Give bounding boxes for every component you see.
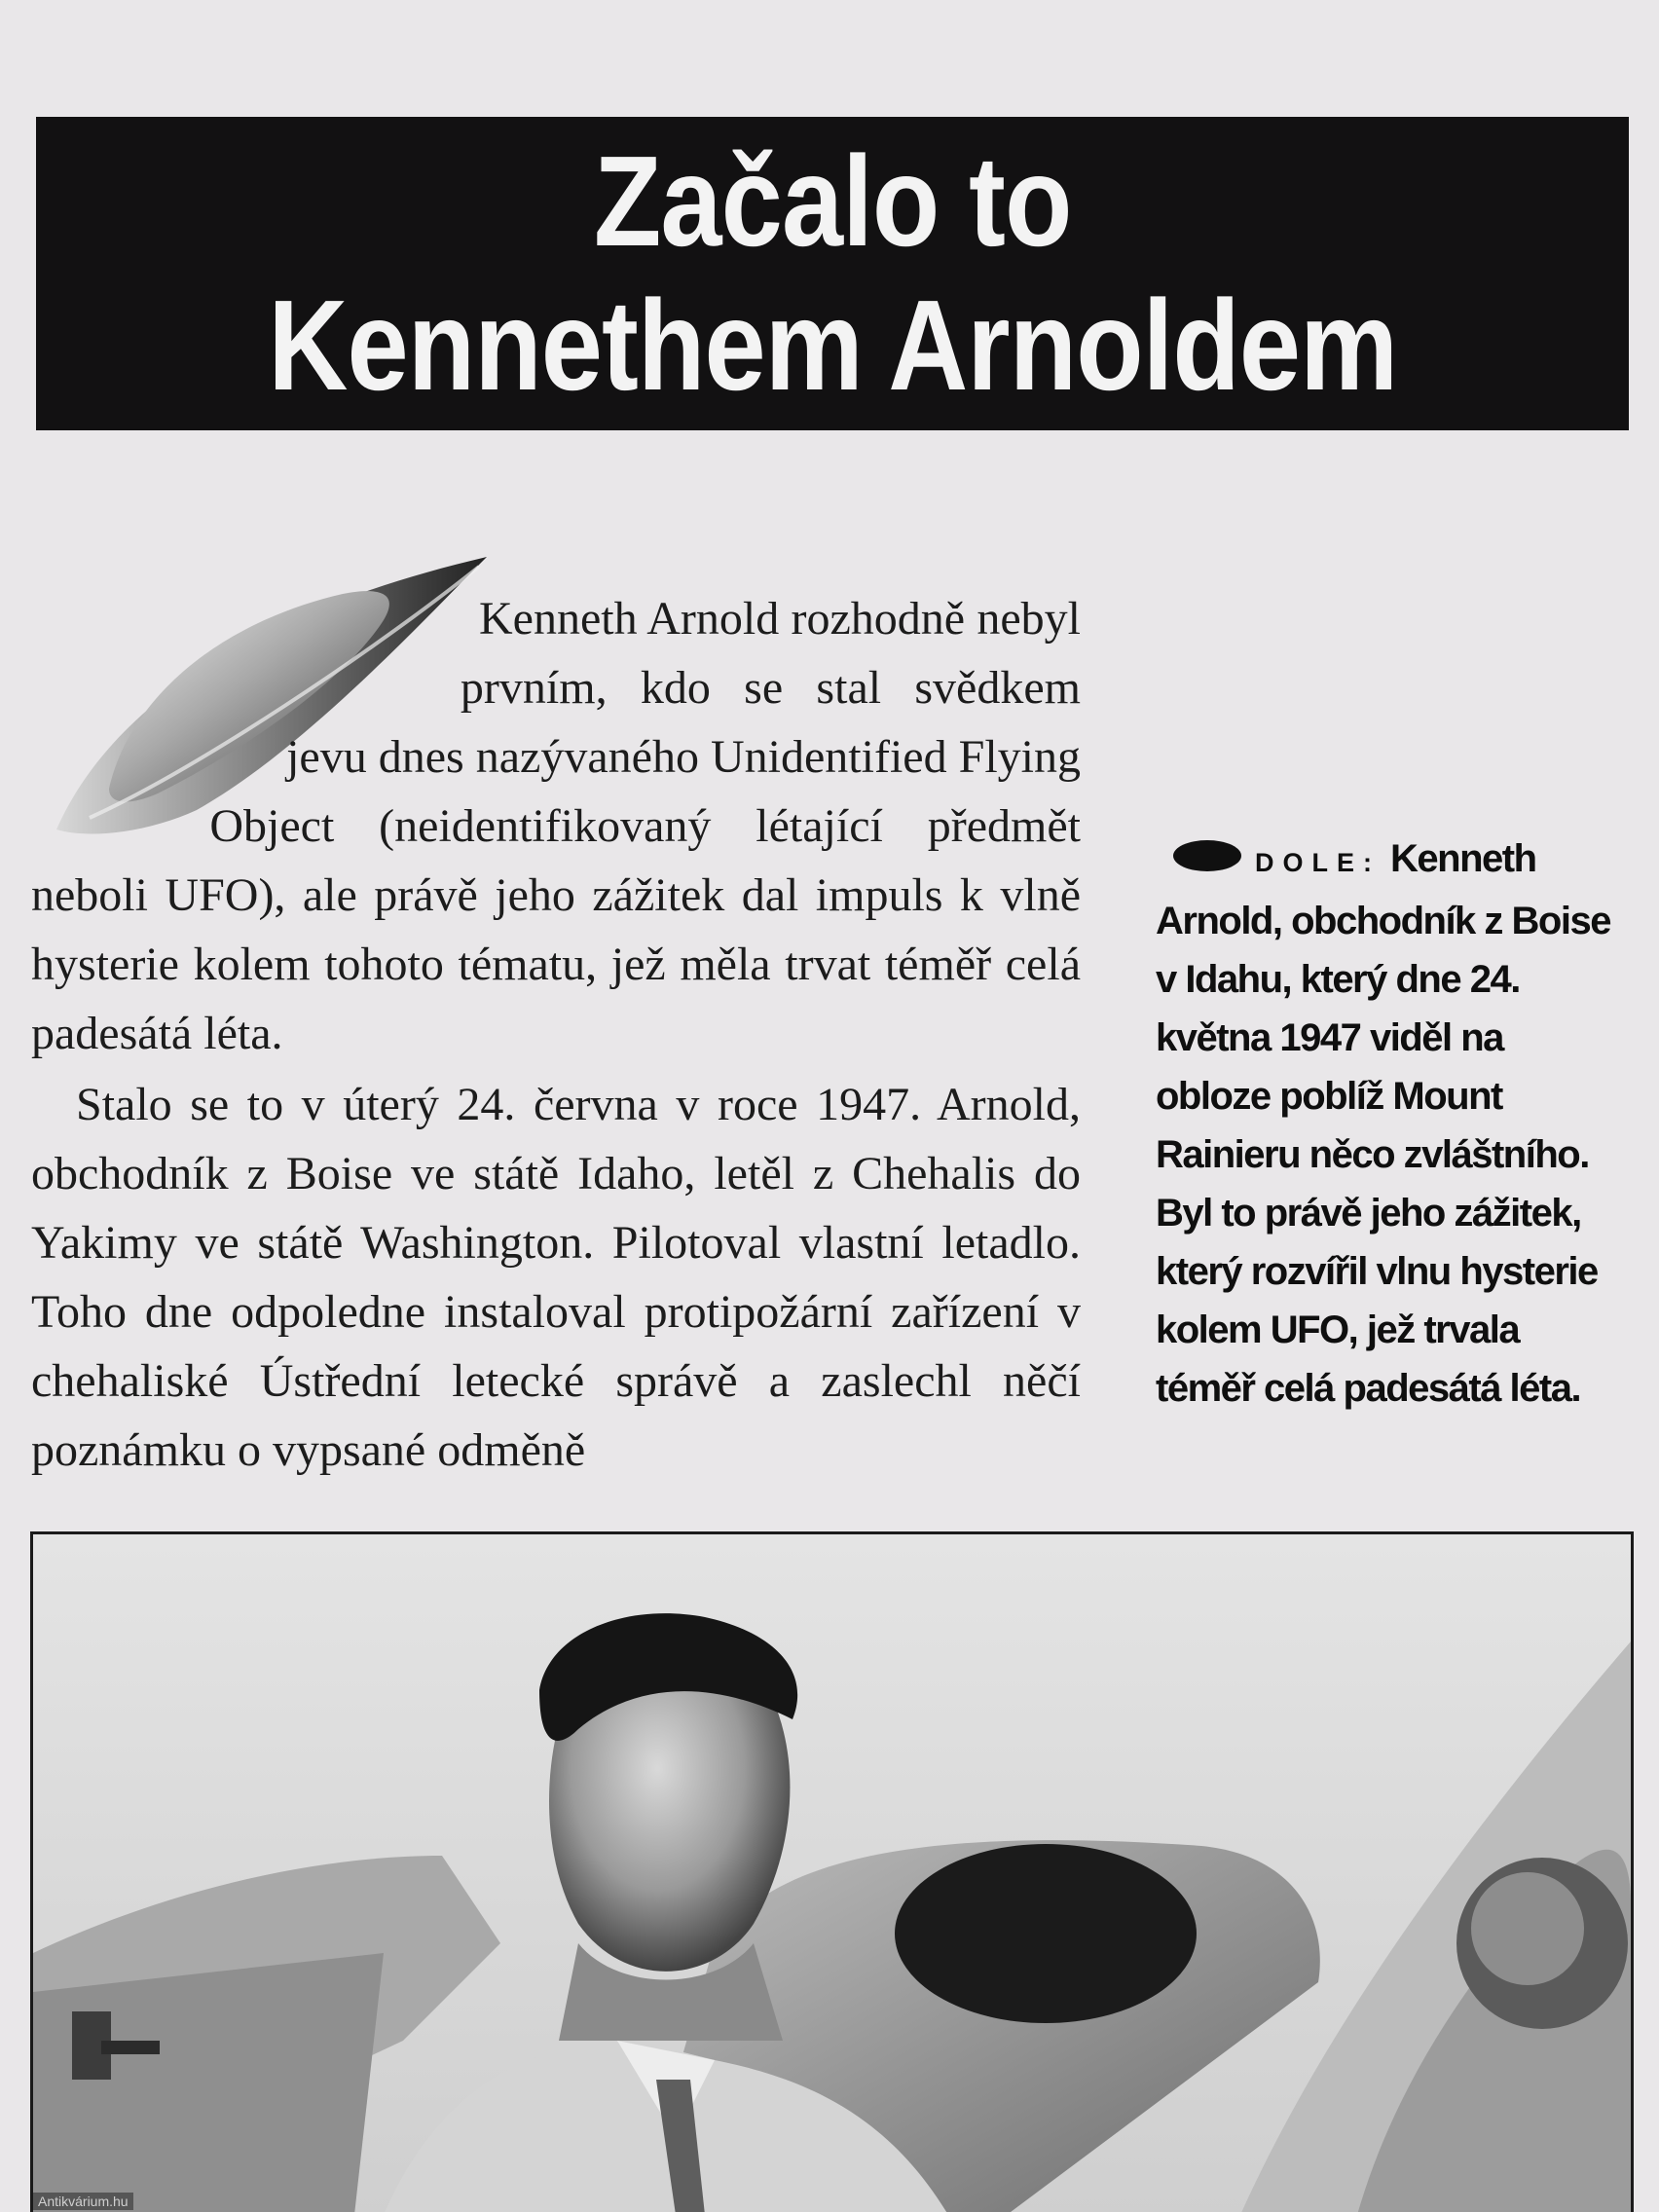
article-paragraph-1: Kenneth Arnold rozhodně nebyl prvním, kdo se stal svědkem jevu dnes nazývaného Unidentified Flying Object (neidentifikovaný létající předmět neboli UFO), ale právě jeho zážitek dal impuls k vlně hysterie kolem tohoto tématu, jež měla trvat téměř celá padesátá léta. [31, 593, 1081, 1059]
watermark: Antikvárium.hu [33, 2193, 133, 2210]
article-paragraph-2: Stalo se to v úterý 24. června v roce 1947. Arnold, obchodník z Boise ve státě Idaho, letěl z Chehalis do Yakimy ve státě Washington. Pilotoval vlastní letadlo. Toho dne odpoledne instaloval protipožární zařízení v chehaliské Ústřední letecké správě a zaslechl něčí poznámku o vypsané odměně [31, 1079, 1081, 1476]
caption-text: Kenneth Arnold, obchodník z Boise v Idahu, který dne 24. května 1947 viděl na obloze poblíž Mount Rainieru něco zvláštního. Byl to právě jeho zážitek, který rozvířil vlnu hysterie kolem UFO, jež trvala téměř celá padesátá léta. [1156, 837, 1610, 1410]
title-line-1: Začalo to [593, 129, 1072, 273]
title-bar [36, 117, 1629, 430]
title-line-2: Kennethem Arnoldem [268, 274, 1397, 417]
photo-caption [1156, 830, 1613, 1418]
caption-label: DOLE: [1255, 848, 1381, 877]
article-body [31, 584, 1081, 1485]
kenneth-arnold-photo [30, 1531, 1634, 2212]
oval-bullet-icon [1173, 840, 1241, 871]
